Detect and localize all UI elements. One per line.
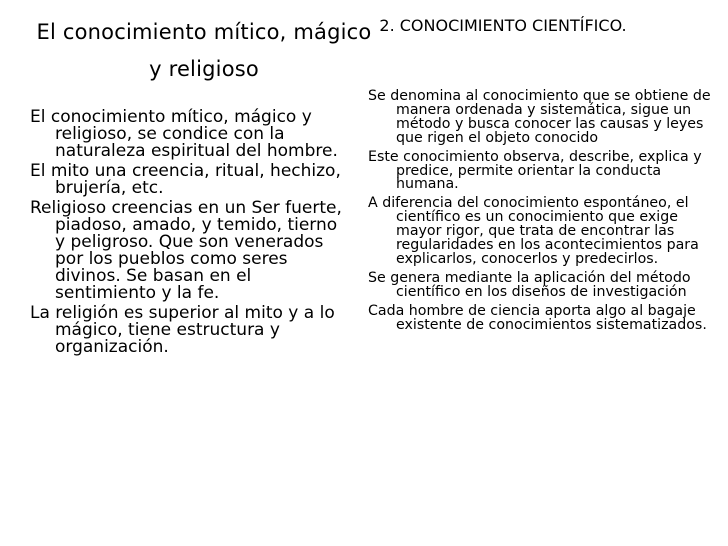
right-column-body bbox=[368, 90, 724, 338]
right-paragraph: Se denomina al conocimiento que se obtiene de manera ordenada y sistemática, sigue un método y busca conocer las causas y leyes que rigen el objeto conocido bbox=[368, 88, 711, 146]
left-paragraph: La religión es superior al mito y a lo mágico, tiene estructura y organización. bbox=[30, 303, 335, 357]
left-paragraph: El conocimiento mítico, mágico y religioso, se condice con la naturaleza espiritual del hombre. bbox=[30, 107, 338, 161]
right-paragraph: Se genera mediante la aplicación del método científico en los diseños de investigación bbox=[368, 269, 691, 300]
right-paragraph: Cada hombre de ciencia aporta algo al bagaje existente de conocimientos sistematizados. bbox=[368, 302, 707, 333]
left-paragraph: Religioso creencias en un Ser fuerte, piadoso, amado, y temido, tierno y peligroso. Que son venerados por los pueblos como seres divinos. Se basan en el sentimiento y la fe. bbox=[30, 198, 342, 303]
right-column-title: 2. CONOCIMIENTO CIENTÍFICO. bbox=[379, 16, 627, 35]
left-column-title: El conocimiento mítico, mágico y religioso bbox=[36, 20, 372, 81]
left-paragraph: El mito una creencia, ritual, hechizo, brujería, etc. bbox=[30, 161, 341, 198]
right-paragraph: A diferencia del conocimiento espontáneo, el científico es un conocimiento que exige mayor rigor, que trata de encontrar las regularidades en los acontecimientos para explicarlos, conocerlos y predecirlos. bbox=[368, 195, 699, 267]
right-paragraph: Este conocimiento observa, describe, explica y predice, permite orientar la conducta humana. bbox=[368, 148, 702, 193]
left-column-body bbox=[30, 109, 350, 359]
